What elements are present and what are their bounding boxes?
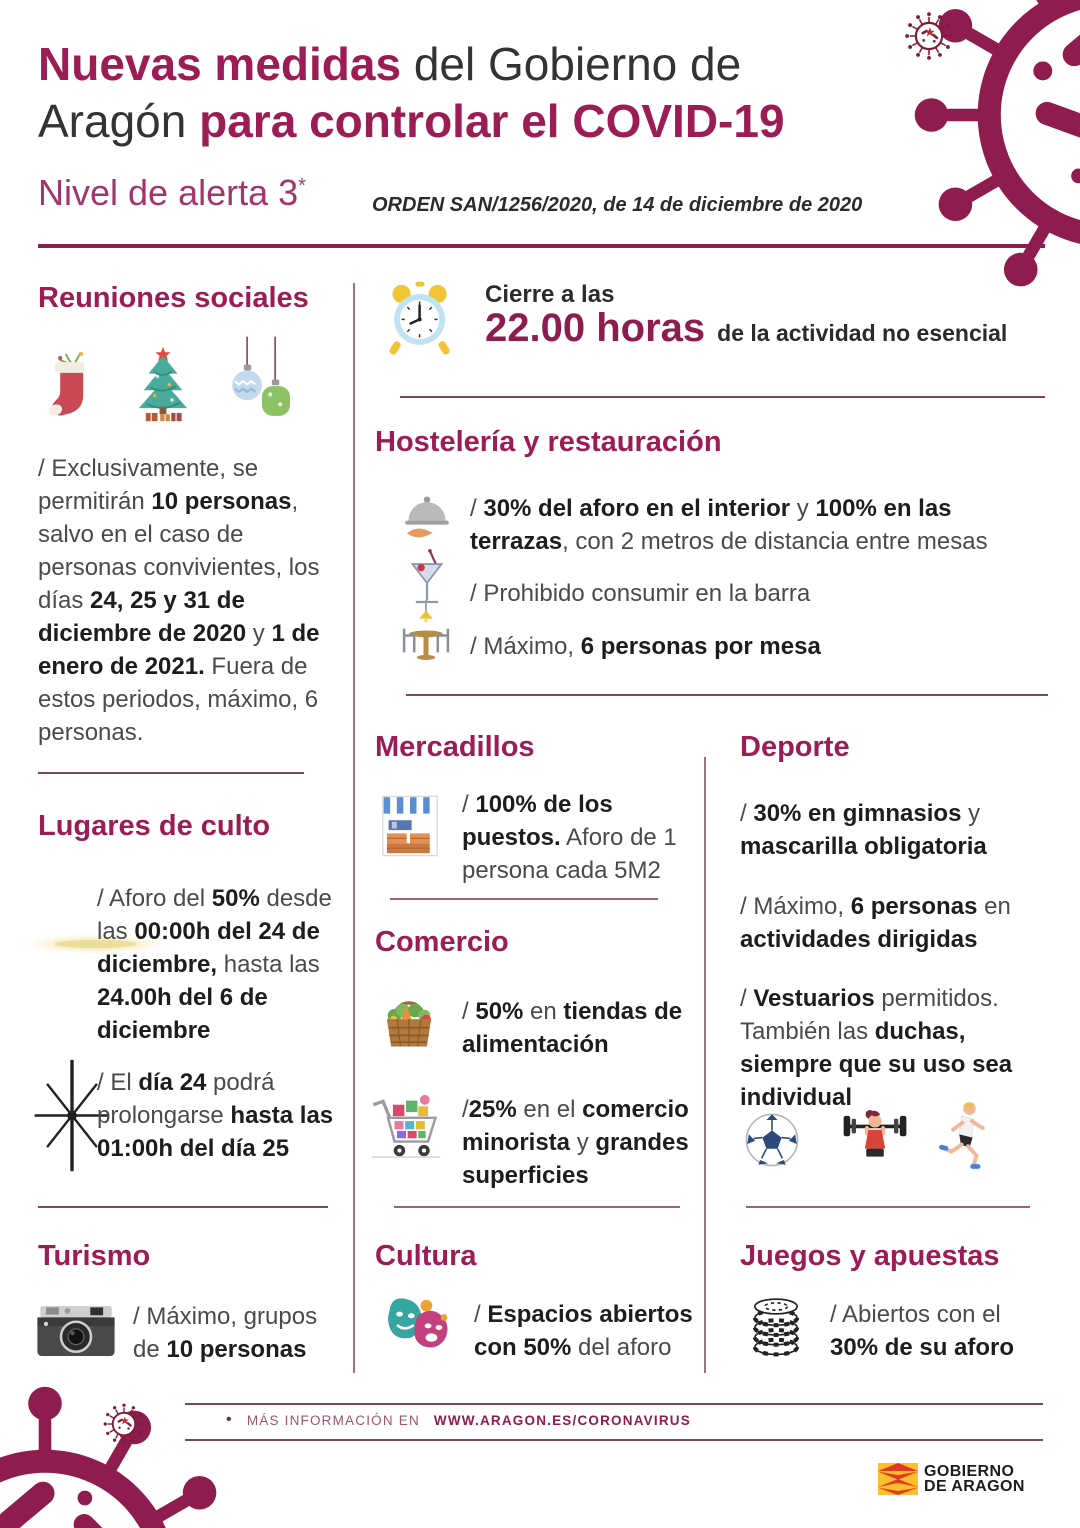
market-stall-icon (382, 795, 438, 857)
divider-deporte (746, 1206, 1030, 1208)
section-title-deporte: Deporte (740, 731, 850, 763)
page-title (38, 36, 918, 150)
footer-line-top (185, 1403, 1043, 1405)
footer-info (226, 1411, 691, 1429)
section-title-hosteleria: Hostelería y restauración (375, 426, 722, 458)
divider-cierre (400, 396, 1045, 398)
gobierno-aragon-logo (878, 1463, 1025, 1495)
football-icon (744, 1112, 800, 1168)
section-title-juegos: Juegos y apuestas (740, 1240, 1000, 1272)
camera-icon (36, 1303, 116, 1359)
section-title-culto: Lugares de culto (38, 810, 271, 842)
deporte-item-3: / Vestuarios permitidos. También las duchas, siempre que su uso sea individual (740, 985, 1013, 1111)
culto-item-1: / Aforo del 50% desde las 00:00h del 24 de diciembre, hasta las 24.00h del 6 de diciembre (97, 885, 332, 1044)
theater-masks-icon (382, 1294, 454, 1356)
weightlifter-icon (842, 1110, 908, 1172)
hosteleria-item-1: / 30% del aforo en el interior y 100% en las terrazas, con 2 metros de distancia entre mesas (470, 495, 988, 555)
cultura-item-1: / Espacios abiertos con 50% del aforo (474, 1301, 693, 1361)
table-icon (394, 600, 458, 666)
hosteleria-item-2: / Prohibido consumir en la barra (470, 580, 811, 607)
alert-asterisk: * (298, 175, 306, 197)
title-accent-2: para controlar el COVID-19 (199, 95, 785, 147)
footer-bullet: • (226, 1411, 233, 1428)
aragon-flag-icon (878, 1463, 918, 1495)
vertical-divider-right (704, 757, 706, 1373)
section-title-cultura: Cultura (375, 1240, 477, 1272)
section-title-mercadillos: Mercadillos (375, 731, 535, 763)
gobierno-aragon-text (924, 1464, 1025, 1494)
christmas-tree-icon (132, 336, 194, 432)
virus-small-icon-bottom (100, 1400, 148, 1448)
section-title-turismo: Turismo (38, 1240, 151, 1272)
alarm-clock-icon (385, 280, 455, 358)
virus-decoration-bottom-left (0, 1372, 255, 1528)
divider-hosteleria (406, 694, 1048, 696)
alert-level (38, 172, 306, 214)
divider-comercio (394, 1206, 680, 1208)
hosteleria-item-3: / Máximo, 6 personas por mesa (470, 633, 821, 660)
title-plain-1: del Gobierno de (401, 38, 742, 90)
turismo-item-1: / Máximo, grupos de 10 personas (133, 1303, 318, 1363)
divider-reuniones (38, 772, 304, 774)
alert-level-text: Nivel de alerta 3 (38, 172, 299, 213)
closure-line2 (485, 306, 1007, 351)
ornaments-icon (224, 332, 290, 432)
reuniones-body: / Exclusivamente, se permitirán 10 personas, salvo en el caso de personas convivientes, los días 24, 25 y 31 de diciembre de 2020 y 1 de enero de 2021. Fuera de estos periodos, máximo, 6 personas. (38, 455, 320, 746)
title-plain-2: Aragón (38, 95, 200, 147)
footer-info-prefix: MÁS INFORMACIÓN EN (246, 1412, 420, 1428)
shopping-cart-icon (370, 1090, 442, 1162)
section-title-comercio: Comercio (375, 926, 509, 958)
comercio-item-2: /25% en el comercio minorista y grandes superficies (462, 1096, 689, 1189)
header-divider (38, 244, 1045, 248)
culto-item-2: / El día 24 podrá prolongarse hasta las 01:00h del día 25 (97, 1069, 334, 1162)
logo-line-1: GOBIERNO (924, 1463, 1015, 1480)
mercadillos-item-1: / 100% de los puestos. Aforo de 1 persona cada 5M2 (462, 791, 677, 884)
deporte-item-2: / Máximo, 6 personas en actividades dirigidas (740, 893, 1011, 953)
runner-icon (938, 1100, 990, 1172)
poker-chips-icon (750, 1295, 802, 1357)
juegos-item-1: / Abiertos con el 30% de su aforo (830, 1301, 1015, 1361)
closure-activity: de la actividad no esencial (717, 320, 1008, 346)
closure-line1: Cierre a las (485, 281, 615, 308)
title-accent-1: Nuevas medidas (38, 38, 402, 90)
deporte-item-1: / 30% en gimnasios y mascarilla obligatoria (740, 800, 987, 860)
cloche-icon (402, 490, 452, 540)
stocking-icon (44, 338, 98, 430)
vertical-divider-left (353, 283, 355, 1373)
order-reference: ORDEN SAN/1256/2020, de 14 de diciembre de 2020 (372, 194, 863, 216)
divider-mercadillos (390, 898, 658, 900)
food-basket-icon (380, 990, 438, 1050)
divider-culto (38, 1206, 328, 1208)
footer-info-url: WWW.ARAGON.ES/CORONAVIRUS (433, 1412, 691, 1428)
logo-line-2: DE ARAGON (924, 1478, 1025, 1495)
closure-time: 22.00 horas (485, 306, 706, 350)
comercio-item-1: / 50% en tiendas de alimentación (462, 998, 683, 1058)
section-title-reuniones: Reuniones sociales (38, 282, 309, 314)
footer-line-bottom (185, 1439, 1043, 1441)
